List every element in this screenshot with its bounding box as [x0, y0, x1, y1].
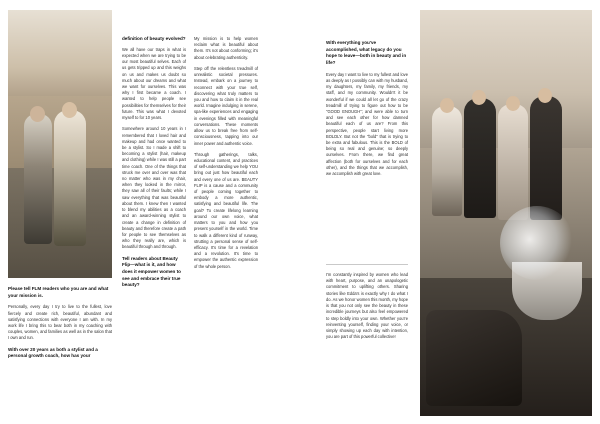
salon-head-4: [538, 88, 552, 103]
column-divider-rule: [326, 264, 408, 265]
photo-figure-woman: [54, 110, 86, 246]
salon-figure-4: [530, 96, 562, 220]
column-2-paragraph-3: Through gatherings, talks, educational content, and practices of self-understanding we help YOU bring out just how beautiful each and every one of us are. BEAUTY FLIP is a cause and a community of people coming together to embody a more authentic, satisfying and beautiful life. The goal? To create lifelong learning around our own voice, what matters to you and how you present yourself in the world. Time to walk a different kind of runway, strutting a personal sense of self-efficacy. It's time for a revelation and a revolution. It's time to empower the authentic expression of the whole person.: [194, 151, 258, 269]
caption-heading-1: Please tell FLM readers who you are and what your mission is.: [8, 286, 109, 298]
text-column-4: [326, 40, 408, 182]
salon-head-1: [440, 98, 454, 113]
photo-head-man: [30, 106, 45, 122]
salon-figure-1: [432, 106, 462, 216]
text-column-1: [122, 36, 186, 294]
column-1-heading: definition of beauty evolved?: [122, 36, 186, 41]
caption-heading-2: With over 20 years as both a stylist and a personal growth coach, how has your: [8, 346, 98, 359]
salon-head-2: [472, 90, 486, 105]
water-splash: [500, 206, 574, 280]
salon-figure-3: [498, 104, 528, 220]
column-1-paragraph-1: We all have our traps in what is expected when we are trying to be our most beautiful selves. Each of us gets tripped up and this weighs on us and makes us doubt so much about our dreams and what we want for ourselves. This was why I first became a coach. I wanted to help people see possibilities for themselves for their future. This was what I devoted myself to for 10 years.: [122, 46, 186, 121]
caption-paragraph-1: Personally, every day I try to live to the fullest, love fiercely and create rich, beautiful, abundant and satisfying connections with everyone I am with. In my work life I bring this to bear both in my coaching with couples, women, and families as well as in the salon that I own and run.: [8, 304, 112, 341]
magazine-spread: [8, 10, 592, 416]
photo-head-woman: [62, 102, 77, 118]
salon-chair: [426, 310, 522, 406]
column-4-paragraph-1: Every day I want to live to my fullest and love as deeply as I possibly can with my husband, my daughters, my family, my friends, my staff, and my community. Wouldn't it be wonderful if we could all let go of the crazy treadmill of trying to figure out how to be "GOOD ENOUGH"; and were able to turn and see each other for how damned beautiful each of us are? From this perspective, people start living more BOLDLY. But not the "bold" that is trying to be extra and fabulous. This is the BOLD of being so real and genuine; so deeply ourselves. From there, we find great affection (both for ourselves and for each other), and the things that we accomplish, we accomplish with great love.: [326, 71, 408, 177]
caption-column: [8, 286, 112, 365]
column-2-paragraph-2: Step off the relentless treadmill of unrealistic societal pressures. Instead, embark on a journey to reconnect with your true self, discovering what truly matters to you and how to claim it in the real world. Imagine indulging in serene, spa-like experiences and engaging in evenings filled with meaningful conversations. These moments allow us to break free from self-consciousness, tapping into our inner power and authentic voice.: [194, 65, 258, 146]
salon-figure-2: [464, 98, 496, 218]
column-5-paragraph-1: I'm constantly inspired by women who lead with heart, purpose, and an unapologetic commitment to uplifting others. Sharing stories like Edda's is exactly why I do what I do. As we honor women this month, my hope is that you not only see the beauty in these incredible journeys but also feel empowered to step boldly into your own. Whether you're reinventing yourself, finding your voice, or simply showing up each day with intention, you are part of this powerful collective!: [326, 272, 408, 340]
column-4-heading: With everything you've accomplished, what legacy do you hope to leave—both in beauty and in life?: [326, 40, 407, 65]
column-2-paragraph-1: My mission is to help women reclaim what is beautiful about them. It's not about conforming; it's about celebrating authenticity.: [194, 36, 258, 60]
photo-sky-region: [8, 10, 112, 106]
couple-outdoor-photo: [8, 10, 112, 278]
text-column-5: [326, 272, 408, 345]
salon-water-splash-photo: [420, 10, 592, 416]
photo-figure-man: [24, 114, 52, 244]
salon-head-3: [506, 96, 520, 111]
column-1-paragraph-2: Somewhere around 10 years in I remembered that I loved hair and makeup and had once wanted to be a stylist. So I made a shift to becoming a stylist (hair, makeup and clothing) while I was still a part time coach. One of the things that struck me over and over was that no matter who was in my chair, when they looked in the mirror, they saw all of their faults; while I saw everything that was beautiful about them. I knew then I wanted to blend my abilities as a coach and an award-winning stylist to create a change in definition of beauty and therefore create a path for people to see themselves as who they really are, which is beautiful through and through.: [122, 126, 186, 250]
column-1-heading-2: Tell readers about Beauty Flip—what is it, and how does it empower women to see and embrace their true beauty?: [122, 255, 181, 288]
text-column-2: [194, 36, 258, 275]
